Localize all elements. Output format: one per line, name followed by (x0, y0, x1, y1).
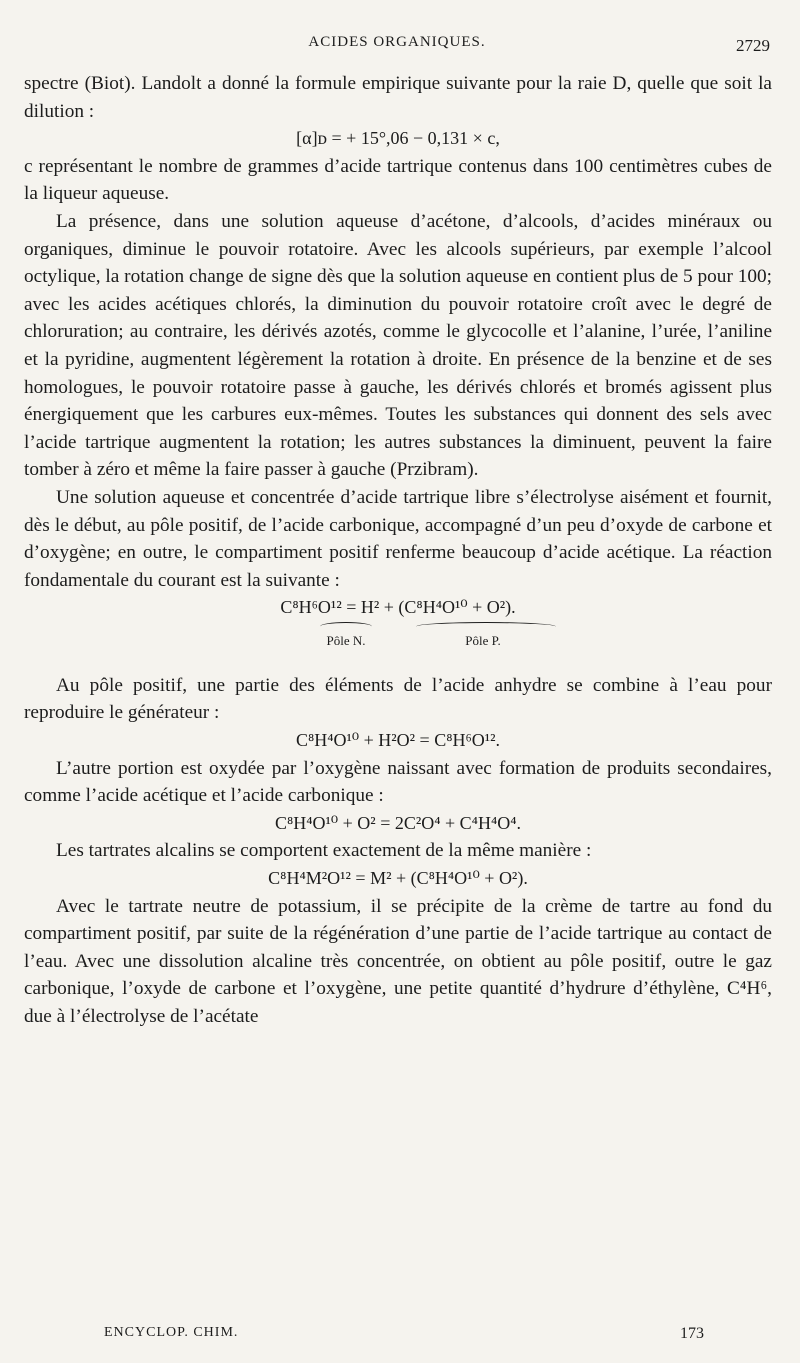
page-number: 2729 (736, 36, 770, 55)
paragraph: L’autre portion est oxydée par l’oxygène naissant avec formation de produits secondaires, comme l’acide acétique et l’acide carbonique : (24, 757, 772, 807)
formula-electrolysis: C⁸H⁶O¹² = H² + (C⁸H⁴O¹⁰ + O²). (280, 597, 516, 618)
page-header (24, 34, 770, 56)
paragraph: c représentant le nombre de grammes d’acide tartrique contenus dans 100 centimètres cubes de la liqueur aqueuse. (24, 155, 772, 205)
page-footer (104, 1325, 704, 1347)
footer-signature: ENCYCLOP. CHIM. (104, 1325, 239, 1340)
formula-oxidation: C⁸H⁴O¹⁰ + O² = 2C²O⁴ + C⁴H⁴O⁴. (274, 812, 522, 833)
paragraph: Avec le tartrate neutre de potassium, il se précipite de la crème de tartre au fond du compartiment positif, par suite de la régénération d’une partie de l’acide tartrique au contact de l’eau. Avec une dissolution alcaline très concentrée, on obtient au pôle positif, outre le gaz carbonique, l’oxyde de carbone et l’oxygène, une petite quantité d’hydrure d’éthylène, C⁴H⁶, due à l’électrolyse de l’acétate (24, 895, 772, 1027)
running-head: ACIDES ORGANIQUES. (308, 34, 486, 50)
formula-tartrates: C⁸H⁴M²O¹² = M² + (C⁸H⁴O¹⁰ + O²). (268, 868, 528, 889)
paragraph: Une solution aqueuse et concentrée d’acide tartrique libre s’électrolyse aisément et fournit, dès le début, au pôle positif, de l’acide carbonique, accompagné d’un peu d’oxyde de carbone et d’oxygène; en outre, le compartiment positif renferme beaucoup d’acide acétique. La réaction fondamentale du courant est la suivante : (24, 486, 772, 591)
paragraph: La présence, dans une solution aqueuse d’acétone, d’alcools, d’acides minéraux ou organiques, diminue le pouvoir rotatoire. Avec les alcools supérieurs, par exemple l’alcool octylique, la rotation change de signe dès que la solution aqueuse en contient plus de 5 pour 100; avec les acides acétiques chlorés, la diminution du pouvoir rotatoire croît avec le degré de chloruration; au contraire, les dérivés azotés, comme le glycocolle et l’alanine, l’urée, l’aniline et la pyridine, augmentent légèrement la rotation à droite. En présence de la benzine et de ses homologues, le pouvoir rotatoire passe à gauche, les dérivés chlorés et bromés agissent plus énergiquement que les carbures eux-mêmes. Toutes les substances qui donnent des sels avec l’acide tartrique augmentent la rotation; les autres substances la diminuent, peuvent la faire tomber à zéro et même la faire passer à gauche (Przibram). (24, 210, 772, 481)
formula-regeneration: C⁸H⁴O¹⁰ + H²O² = C⁸H⁶O¹². (295, 730, 501, 751)
paragraph: Les tartrates alcalins se comportent exactement de la même manière : (56, 840, 592, 862)
paragraph: spectre (Biot). Landolt a donné la formule empirique suivante pour la raie D, quelle que soit la dilution : (24, 73, 772, 122)
paragraph: Au pôle positif, une partie des éléments de l’acide anhydre se combine à l’eau pour reproduire le générateur : (24, 674, 772, 724)
pole-n-label: Pôle N. (326, 632, 366, 648)
brace-pole-n (320, 622, 372, 631)
brace-pole-p (416, 622, 556, 631)
body-text (24, 70, 772, 1031)
pole-p-label: Pôle P. (465, 632, 501, 648)
formula-rotation: [α]ᴅ = + 15°,06 − 0,131 × c, (296, 128, 500, 149)
pole-labels (24, 622, 772, 652)
signature-number: 173 (680, 1325, 704, 1342)
